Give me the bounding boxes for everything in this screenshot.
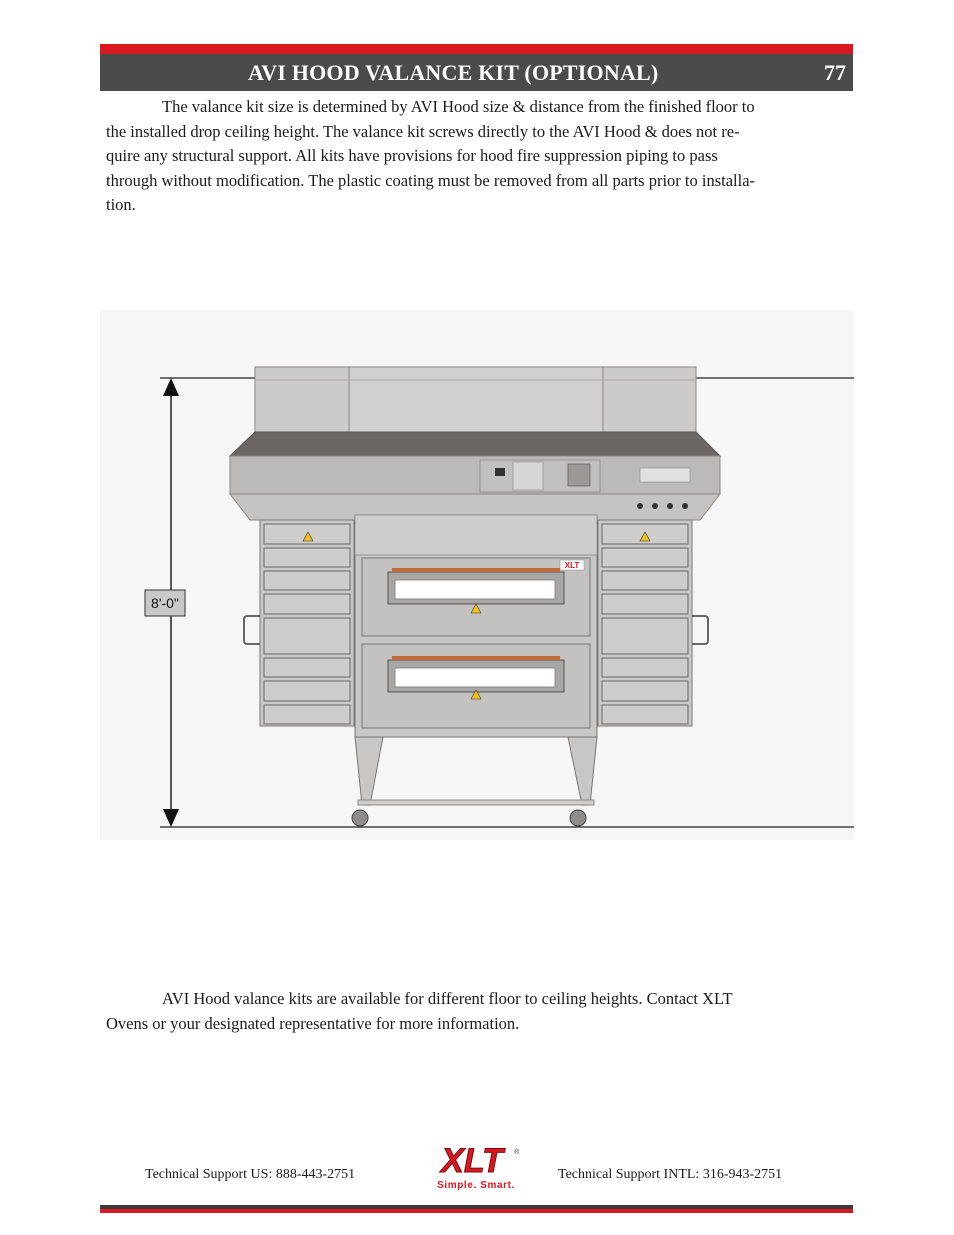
- xlt-logo: [426, 1140, 526, 1192]
- footer-accent-bar: [100, 1209, 853, 1213]
- oven-brand-badge: XLT: [564, 561, 580, 570]
- intro-line: through without modification. The plastic coating must be removed from all parts prior to installa-: [106, 170, 756, 190]
- intro-line: quire any structural support. All kits have provisions for hood fire suppression piping to pass: [106, 146, 718, 166]
- dimension-label: 8'-0": [151, 595, 179, 611]
- note-line: Ovens or your designated representative for more information.: [106, 1013, 520, 1033]
- oven-hood-illustration: [100, 310, 854, 840]
- support-intl: Technical Support INTL: 316-943-2751: [558, 1167, 783, 1182]
- logo-tagline: Simple. Smart.: [437, 1180, 515, 1191]
- logo-registered-mark: ®: [514, 1149, 520, 1156]
- page-number: 77: [824, 60, 846, 85]
- page-title: AVI HOOD VALANCE KIT (OPTIONAL): [248, 60, 659, 85]
- note-line: AVI Hood valance kits are available for different floor to ceiling heights. Contact XLT: [162, 989, 733, 1008]
- intro-paragraph: [106, 95, 846, 218]
- header-accent-bar: [100, 44, 853, 54]
- logo-wordmark: XLT: [441, 1142, 503, 1180]
- intro-line: the installed drop ceiling height. The valance kit screws directly to the AVI Hood & does not re-: [106, 121, 740, 141]
- intro-line: tion.: [106, 195, 136, 215]
- support-us: Technical Support US: 888-443-2751: [145, 1167, 356, 1182]
- note-paragraph: [106, 987, 846, 1036]
- intro-line: The valance kit size is determined by AVI Hood size & distance from the finished floor to: [162, 97, 755, 116]
